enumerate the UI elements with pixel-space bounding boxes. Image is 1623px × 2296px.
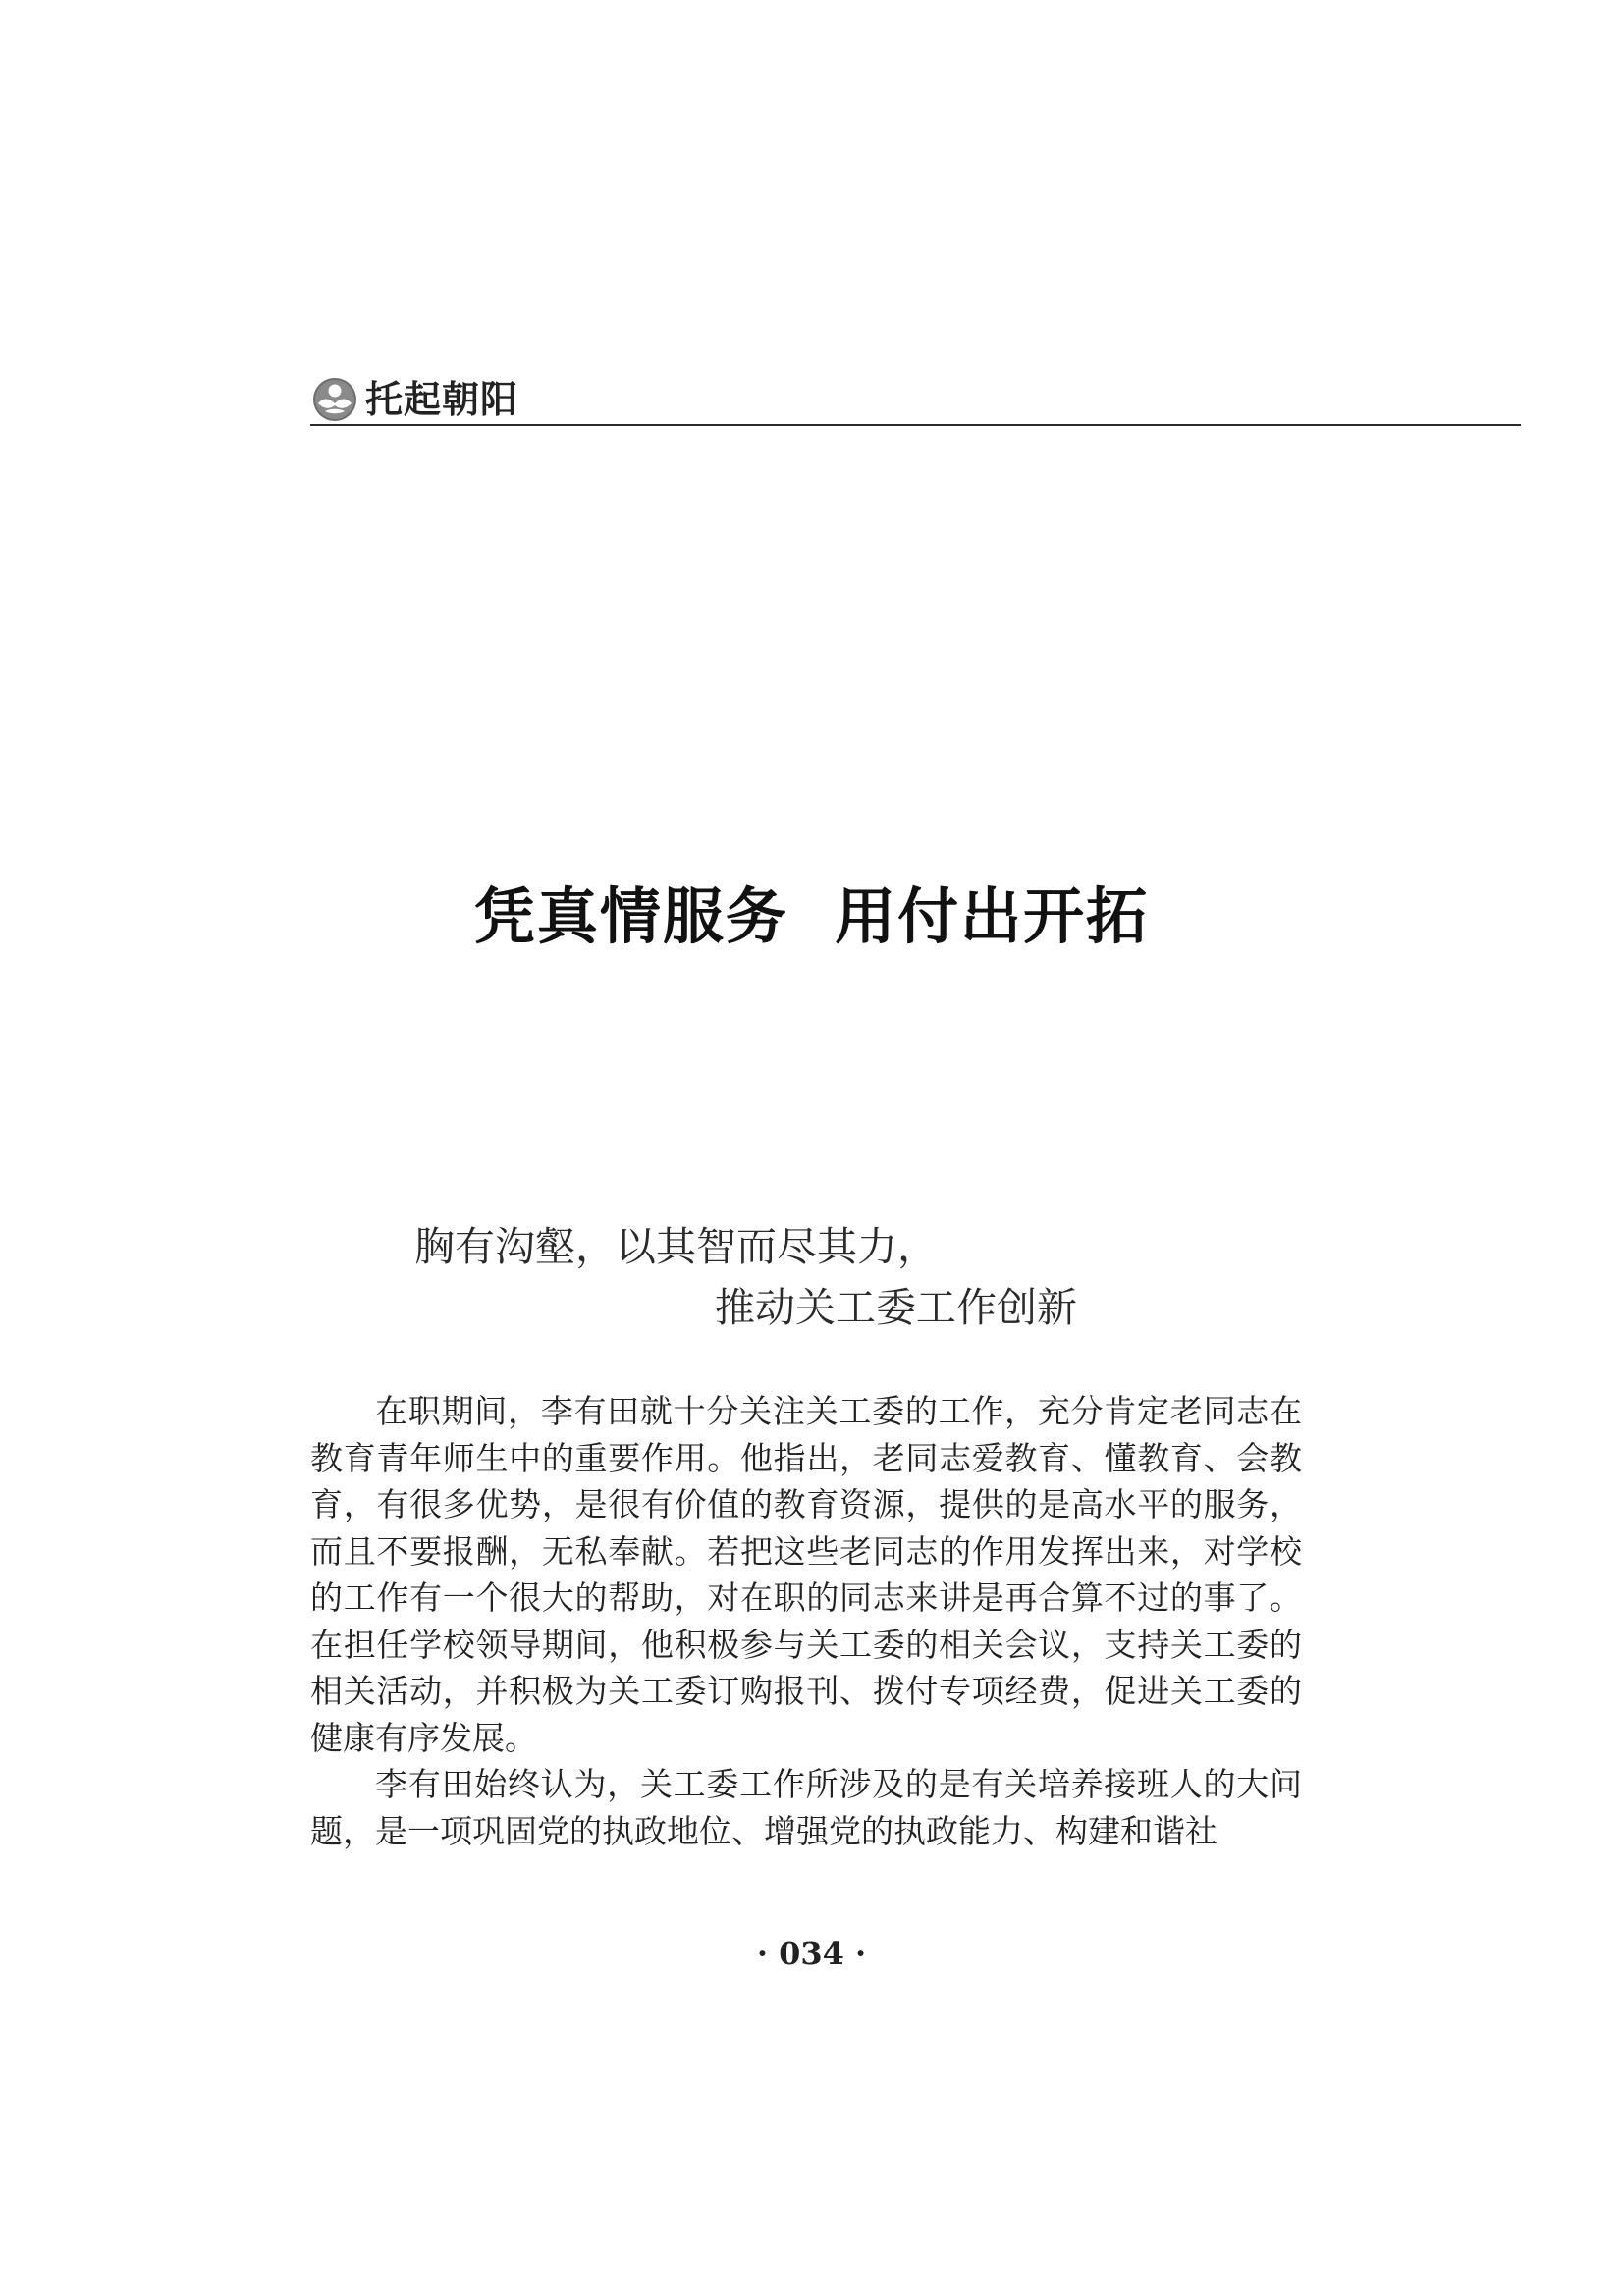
article-title: 凭真情服务 用付出开拓 (473, 881, 1150, 952)
body-paragraph-1: 在职期间，李有田就十分关注关工委的工作，充分肯定老同志在教育青年师生中的重要作用。他指出，老同志爱教育、懂教育、会教育，有很多优势，是很有价值的教育资源，提供的是高水平的服务，而且不要报酬，无私奉献。若把这些老同志的作用发挥出来，对学校的工作有一个很大的帮助，对在职的同志来讲是再合算不过的事了。在担任学校领导期间，他积极参与关工委的相关会议，支持关工委的相关活动，并积极为关工委订购报刊、拨付专项经费，促进关工委的健康有序发展。 (310, 1392, 1302, 1757)
body-paragraph-2: 李有田始终认为，关工委工作所涉及的是有关培养接班人的大问题，是一项巩固党的执政地位、增强党的执政能力、构建和谐社 (310, 1765, 1302, 1850)
running-header (312, 375, 518, 424)
running-header-title: 托起朝阳 (365, 377, 519, 421)
lotus-emblem-icon (312, 377, 357, 422)
header-divider (310, 424, 1521, 426)
page-number: · 034 · (756, 1935, 867, 1972)
article-subtitle-line-2: 推动关工委工作创新 (715, 1284, 1077, 1331)
article-subtitle-line-1: 胸有沟壑，以其智而尽其力， (414, 1223, 938, 1270)
article-body (310, 1388, 1302, 1854)
